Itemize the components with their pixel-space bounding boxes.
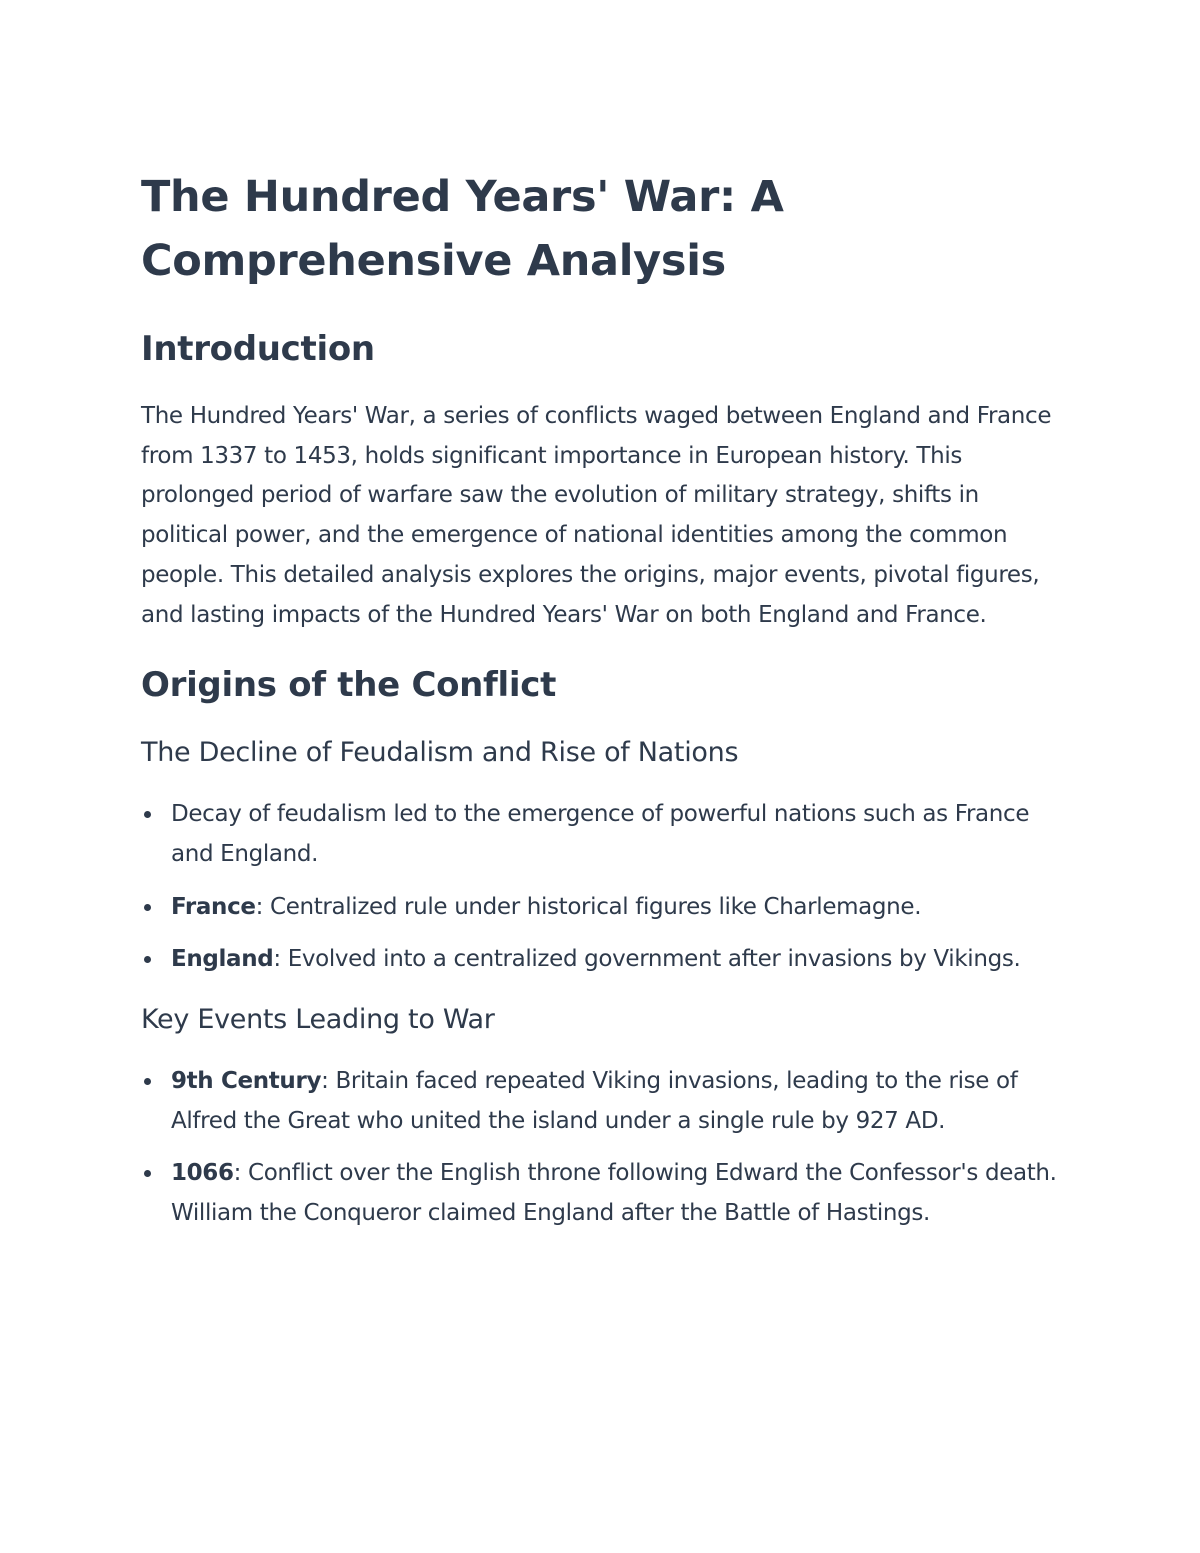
list-item [141, 888, 1061, 928]
list-item-text: : Conflict over the English throne following Edward the Confessor's death. William the Conqueror claimed England after the Battle of Hastings. [171, 1160, 1057, 1227]
key-events-list [141, 1062, 1061, 1234]
list-item-label: France [171, 893, 256, 920]
key-events-subheading: Key Events Leading to War [141, 1004, 495, 1036]
list-item [141, 795, 1061, 874]
document-page [141, 165, 1061, 1247]
list-item-label: England [171, 946, 274, 973]
list-item-text: : Evolved into a centralized government after invasions by Vikings. [273, 946, 1021, 973]
list-item-label: 1066 [171, 1160, 234, 1187]
list-item-label: 9th Century [171, 1068, 322, 1095]
bullet-icon [144, 956, 151, 963]
bullet-icon [144, 1170, 151, 1177]
origins-heading: Origins of the Conflict [141, 665, 557, 706]
introduction-paragraph: The Hundred Years' War, a series of conflicts waged between England and France from 1337 to 1453, holds significant importance in European history. This prolonged period of warfare saw the evolution of military strategy, shifts in political power, and the emergence of national identities among the common people. This detailed analysis explores the origins, major events, pivotal figures, and lasting impacts of the Hundred Years' War on both England and France. [141, 403, 1052, 628]
bullet-icon [144, 904, 151, 911]
list-item-text: Decay of feudalism led to the emergence of powerful nations such as France and England. [171, 801, 1030, 867]
list-item [141, 940, 1061, 980]
decline-subheading: The Decline of Feudalism and Rise of Nations [141, 737, 739, 769]
document-title: The Hundred Years' War: A Comprehensive Analysis [141, 172, 784, 286]
decline-list [141, 795, 1061, 980]
list-item-text: : Britain faced repeated Viking invasions, leading to the rise of Alfred the Great who united the island under a single rule by 927 AD. [171, 1068, 1018, 1134]
list-item [141, 1154, 1061, 1233]
list-item [141, 1062, 1061, 1141]
bullet-icon [144, 1078, 151, 1085]
bullet-icon [144, 811, 151, 818]
introduction-heading: Introduction [141, 329, 375, 369]
list-item-text: : Centralized rule under historical figures like Charlemagne. [255, 893, 922, 920]
